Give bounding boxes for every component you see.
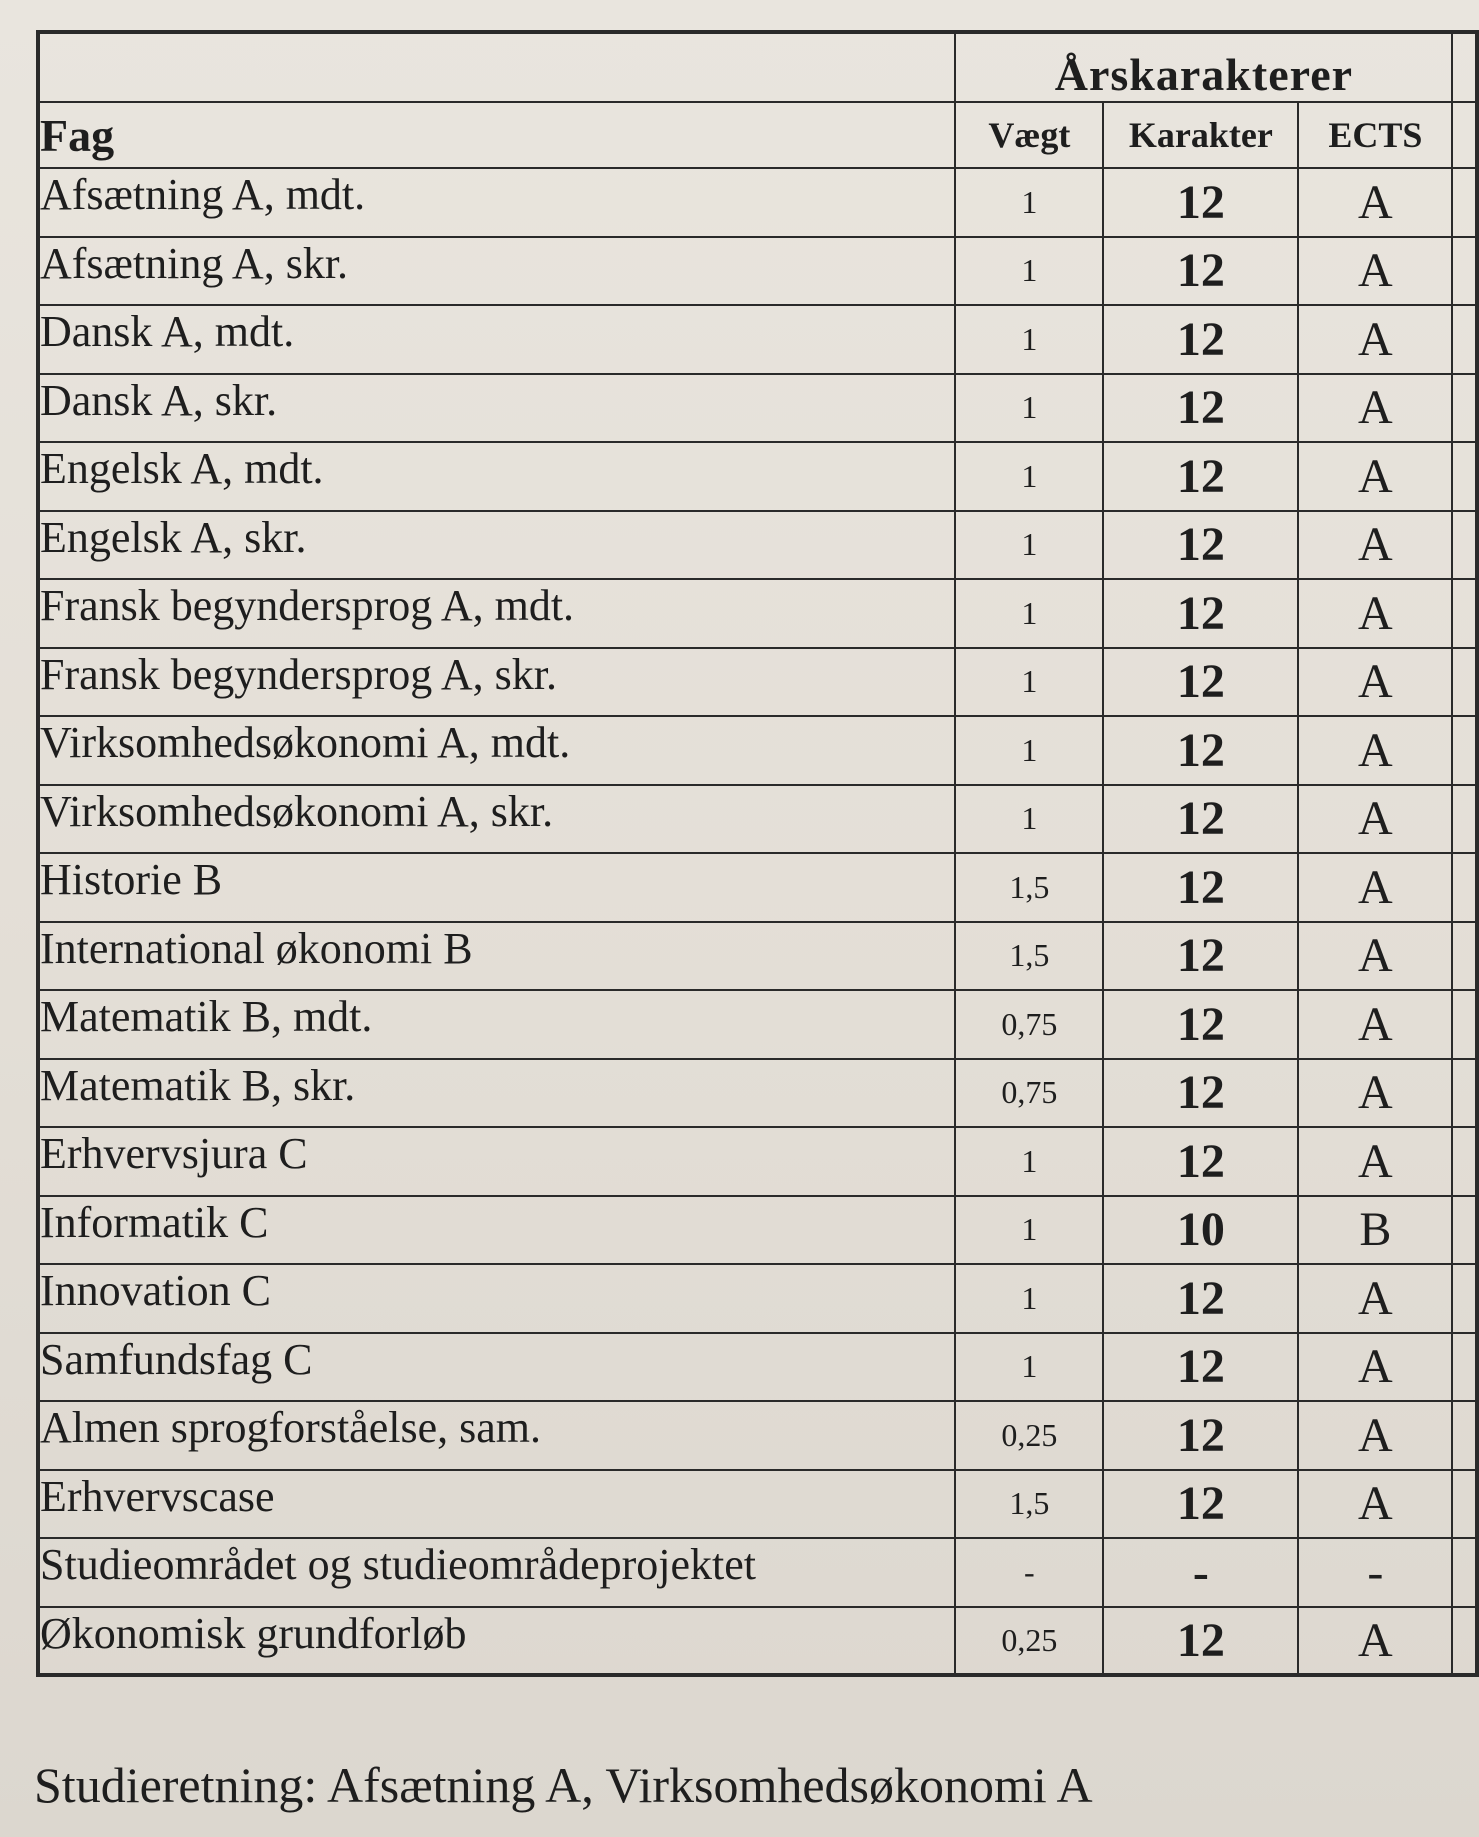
grade-cell: 12	[1103, 1470, 1298, 1539]
cut-off-column-cell	[1452, 1470, 1477, 1539]
weight-cell: 1,5	[955, 1470, 1103, 1539]
grade-cell: 12	[1103, 990, 1298, 1059]
cut-off-column-cell	[1452, 1607, 1477, 1676]
ects-cell: -	[1298, 1538, 1452, 1607]
weight-cell: 1,5	[955, 853, 1103, 922]
ects-cell: A	[1298, 237, 1452, 306]
ects-cell: A	[1298, 305, 1452, 374]
vaegt-header: Vægt	[955, 102, 1103, 168]
ects-cell: A	[1298, 648, 1452, 717]
grade-cell: 12	[1103, 237, 1298, 306]
table-row	[38, 1607, 1477, 1676]
table-row	[38, 785, 1477, 854]
weight-cell: 1	[955, 442, 1103, 511]
cut-off-column-cell	[1452, 442, 1477, 511]
weight-cell: 1	[955, 305, 1103, 374]
grade-cell: 12	[1103, 853, 1298, 922]
table-header-top-row	[38, 32, 1477, 102]
weight-cell: 1,5	[955, 922, 1103, 991]
subject-cell: Studieområdet og studieområdeprojektet	[38, 1538, 955, 1607]
ects-cell: A	[1298, 1264, 1452, 1333]
ects-cell: A	[1298, 853, 1452, 922]
table-row	[38, 1470, 1477, 1539]
ects-cell: A	[1298, 168, 1452, 237]
subject-cell: Fransk begyndersprog A, skr.	[38, 648, 955, 717]
grade-cell: 12	[1103, 1059, 1298, 1128]
grade-cell: -	[1103, 1538, 1298, 1607]
subject-cell: Informatik C	[38, 1196, 955, 1265]
subject-cell: Matematik B, skr.	[38, 1059, 955, 1128]
arskarakterer-header: Årskarakterer	[955, 32, 1452, 102]
ects-cell: A	[1298, 716, 1452, 785]
grade-cell: 12	[1103, 1127, 1298, 1196]
table-row	[38, 511, 1477, 580]
subject-cell: Erhvervscase	[38, 1470, 955, 1539]
ects-cell: A	[1298, 511, 1452, 580]
fag-header: Fag	[38, 102, 955, 168]
weight-cell: 0,75	[955, 990, 1103, 1059]
subject-cell: Dansk A, mdt.	[38, 305, 955, 374]
cut-off-column-cell	[1452, 305, 1477, 374]
ects-cell: A	[1298, 990, 1452, 1059]
grade-cell: 12	[1103, 785, 1298, 854]
subject-cell: Engelsk A, skr.	[38, 511, 955, 580]
cut-off-column-cell	[1452, 579, 1477, 648]
ects-header: ECTS	[1298, 102, 1452, 168]
studieretning-line: Studieretning: Afsætning A, Virksomhedsøkonomi A	[34, 1757, 1093, 1813]
subject-cell: Fransk begyndersprog A, mdt.	[38, 579, 955, 648]
table-header-sub-row	[38, 102, 1477, 168]
subject-cell: Samfundsfag C	[38, 1333, 955, 1402]
subject-cell: Afsætning A, mdt.	[38, 168, 955, 237]
table-row	[38, 168, 1477, 237]
cut-off-column-cell	[1452, 168, 1477, 237]
weight-cell: -	[955, 1538, 1103, 1607]
grade-cell: 12	[1103, 922, 1298, 991]
table-row	[38, 305, 1477, 374]
weight-cell: 1	[955, 1264, 1103, 1333]
grades-table	[36, 30, 1479, 1677]
ects-cell: A	[1298, 1401, 1452, 1470]
weight-cell: 1	[955, 1333, 1103, 1402]
cut-off-column-cell	[1452, 1264, 1477, 1333]
table-row	[38, 1333, 1477, 1402]
subject-cell: Dansk A, skr.	[38, 374, 955, 443]
grade-cell: 12	[1103, 511, 1298, 580]
ects-cell: A	[1298, 442, 1452, 511]
table-row	[38, 1538, 1477, 1607]
grade-cell: 12	[1103, 1333, 1298, 1402]
table-row	[38, 1401, 1477, 1470]
grade-cell: 12	[1103, 374, 1298, 443]
table-row	[38, 716, 1477, 785]
ects-cell: A	[1298, 374, 1452, 443]
weight-cell: 1	[955, 1127, 1103, 1196]
subject-cell: Erhvervsjura C	[38, 1127, 955, 1196]
cut-off-column-cell	[1452, 853, 1477, 922]
subject-cell: Innovation C	[38, 1264, 955, 1333]
cut-off-column-cell	[1452, 648, 1477, 717]
table-row	[38, 442, 1477, 511]
subject-cell: International økonomi B	[38, 922, 955, 991]
table-row	[38, 853, 1477, 922]
weight-cell: 1	[955, 237, 1103, 306]
subject-cell: Almen sprogforståelse, sam.	[38, 1401, 955, 1470]
cut-off-column-cell	[1452, 1401, 1477, 1470]
empty-header-cell	[38, 32, 955, 102]
weight-cell: 0,25	[955, 1607, 1103, 1676]
ects-cell: A	[1298, 1333, 1452, 1402]
grade-cell: 12	[1103, 648, 1298, 717]
weight-cell: 1	[955, 511, 1103, 580]
weight-cell: 1	[955, 716, 1103, 785]
grade-cell: 12	[1103, 168, 1298, 237]
grade-cell: 12	[1103, 579, 1298, 648]
table-row	[38, 1264, 1477, 1333]
subject-cell: Virksomhedsøkonomi A, mdt.	[38, 716, 955, 785]
grade-cell: 12	[1103, 305, 1298, 374]
ects-cell: A	[1298, 1607, 1452, 1676]
cut-off-column-cell	[1452, 511, 1477, 580]
table-row	[38, 648, 1477, 717]
grade-cell: 12	[1103, 1401, 1298, 1470]
weight-cell: 1	[955, 785, 1103, 854]
cut-off-column-cell	[1452, 716, 1477, 785]
ects-cell: A	[1298, 1059, 1452, 1128]
ects-cell: A	[1298, 579, 1452, 648]
table-row	[38, 922, 1477, 991]
subject-cell: Engelsk A, mdt.	[38, 442, 955, 511]
grade-cell: 12	[1103, 716, 1298, 785]
table-row	[38, 1127, 1477, 1196]
subject-cell: Virksomhedsøkonomi A, skr.	[38, 785, 955, 854]
weight-cell: 1	[955, 1196, 1103, 1265]
weight-cell: 1	[955, 168, 1103, 237]
karakter-header: Karakter	[1103, 102, 1298, 168]
weight-cell: 0,25	[955, 1401, 1103, 1470]
cut-off-column-cell	[1452, 1196, 1477, 1265]
grade-rows	[38, 168, 1477, 1675]
cut-off-column-header	[1452, 32, 1477, 102]
cut-off-column-cell	[1452, 922, 1477, 991]
cut-off-column-cell	[1452, 1333, 1477, 1402]
weight-cell: 1	[955, 374, 1103, 443]
weight-cell: 1	[955, 648, 1103, 717]
grade-cell: 12	[1103, 1264, 1298, 1333]
ects-cell: A	[1298, 922, 1452, 991]
ects-cell: B	[1298, 1196, 1452, 1265]
subject-cell: Afsætning A, skr.	[38, 237, 955, 306]
table-row	[38, 374, 1477, 443]
cut-off-column-cell	[1452, 374, 1477, 443]
subject-cell: Matematik B, mdt.	[38, 990, 955, 1059]
cut-off-column-cell	[1452, 1059, 1477, 1128]
ects-cell: A	[1298, 785, 1452, 854]
grade-cell: 12	[1103, 1607, 1298, 1676]
cut-off-column-cell	[1452, 1127, 1477, 1196]
weight-cell: 0,75	[955, 1059, 1103, 1128]
table-row	[38, 1059, 1477, 1128]
table-row	[38, 990, 1477, 1059]
table-row	[38, 237, 1477, 306]
cut-off-column-cell	[1452, 1538, 1477, 1607]
subject-cell: Historie B	[38, 853, 955, 922]
grade-cell: 12	[1103, 442, 1298, 511]
cut-off-column-subheader	[1452, 102, 1477, 168]
cut-off-column-cell	[1452, 785, 1477, 854]
cut-off-column-cell	[1452, 237, 1477, 306]
weight-cell: 1	[955, 579, 1103, 648]
ects-cell: A	[1298, 1127, 1452, 1196]
subject-cell: Økonomisk grundforløb	[38, 1607, 955, 1676]
grade-cell: 10	[1103, 1196, 1298, 1265]
table-row	[38, 579, 1477, 648]
cut-off-column-cell	[1452, 990, 1477, 1059]
table-row	[38, 1196, 1477, 1265]
ects-cell: A	[1298, 1470, 1452, 1539]
